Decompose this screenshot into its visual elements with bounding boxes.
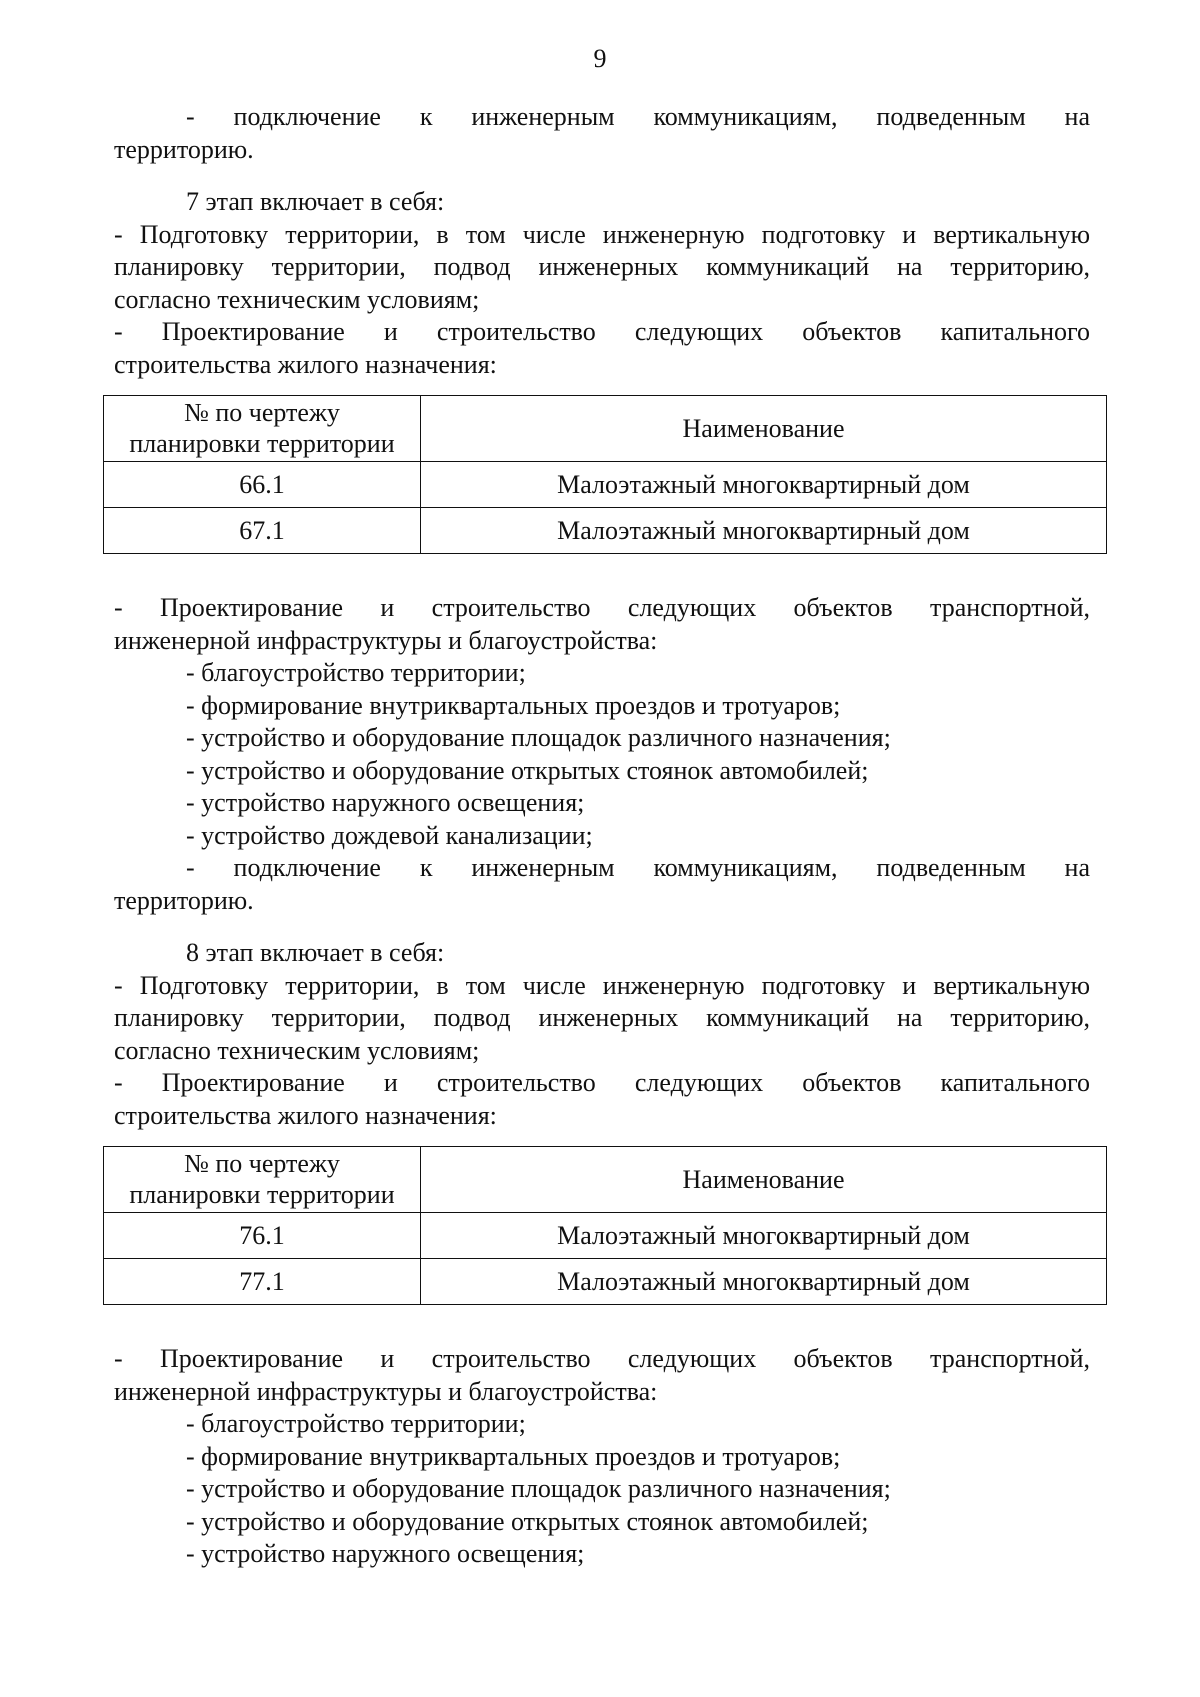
stage-7-design-line: - Проектирование и строительство следующих объектов капитального xyxy=(114,317,1090,346)
table-row xyxy=(104,462,1107,508)
stage-8-infra-line: инженерной инфраструктуры и благоустройства: xyxy=(114,1376,658,1406)
stage-8-section xyxy=(114,937,1090,1571)
stage-7-section xyxy=(114,186,1090,917)
list-item-connection-cont: территорию. xyxy=(114,885,254,915)
list-item: - формирование внутриквартальных проездов и тротуаров; xyxy=(186,690,841,720)
header-number-line: № по чертежу xyxy=(184,398,340,427)
table-cell-name: Малоэтажный многоквартирный дом xyxy=(421,1213,1107,1259)
list-item-connection-cont: территорию. xyxy=(114,134,254,164)
stage-8-prep-line: планировку территории, подвод инженерных коммуникаций на территорию, xyxy=(114,1003,1090,1032)
table-header-name: Наименование xyxy=(421,1147,1107,1213)
list-item: - устройство и оборудование площадок различного назначения; xyxy=(186,723,891,752)
stage-8-infra-line: - Проектирование и строительство следующих объектов транспортной, xyxy=(114,1344,1090,1373)
page-number: 9 xyxy=(593,44,607,73)
stage-8-prep-line: согласно техническим условиям; xyxy=(114,1035,480,1065)
list-item: - устройство и оборудование открытых стоянок автомобилей; xyxy=(186,1506,869,1536)
list-item: - устройство и оборудование открытых стоянок автомобилей; xyxy=(186,755,869,785)
stage-8-prep-line: - Подготовку территории, в том числе инженерную подготовку и вертикальную xyxy=(114,970,1090,1000)
list-item: - устройство дождевой канализации; xyxy=(186,820,593,850)
table-row xyxy=(104,508,1107,554)
table-header-number xyxy=(104,1147,421,1213)
stage-7-objects-table xyxy=(103,395,1107,554)
table-cell-number: 76.1 xyxy=(104,1213,421,1259)
table-cell-name: Малоэтажный многоквартирный дом xyxy=(421,508,1107,554)
table-cell-name: Малоэтажный многоквартирный дом xyxy=(421,462,1107,508)
list-item: - формирование внутриквартальных проездов и тротуаров; xyxy=(186,1441,841,1471)
stage-7-prep-line: согласно техническим условиям; xyxy=(114,284,480,314)
stage-7-heading: 7 этап включает в себя: xyxy=(186,187,445,216)
table-cell-name: Малоэтажный многоквартирный дом xyxy=(421,1259,1107,1305)
table-cell-number: 66.1 xyxy=(104,462,421,508)
table-row xyxy=(104,1213,1107,1259)
stage-8-objects-table xyxy=(103,1146,1107,1305)
stage-7-infra-line: инженерной инфраструктуры и благоустройства: xyxy=(114,625,658,655)
stage-8-heading: 8 этап включает в себя: xyxy=(186,938,445,967)
table-header-name: Наименование xyxy=(421,396,1107,462)
table-header-row xyxy=(104,1147,1107,1213)
stage-8-design-line: - Проектирование и строительство следующих объектов капитального xyxy=(114,1068,1090,1097)
table-header-number xyxy=(104,396,421,462)
table-cell-number: 67.1 xyxy=(104,508,421,554)
list-item-connection: - подключение к инженерным коммуникациям, подведенным на xyxy=(186,102,1090,131)
table-row xyxy=(104,1259,1107,1305)
list-item: - благоустройство территории; xyxy=(186,658,526,687)
stage-7-design-line: строительства жилого назначения: xyxy=(114,349,497,379)
stage-7-infra-line: - Проектирование и строительство следующих объектов транспортной, xyxy=(114,593,1090,622)
stage-8-design-line: строительства жилого назначения: xyxy=(114,1100,497,1130)
list-item: - устройство и оборудование площадок различного назначения; xyxy=(186,1474,891,1503)
list-item: - устройство наружного освещения; xyxy=(186,788,585,817)
list-item-connection: - подключение к инженерным коммуникациям, подведенным на xyxy=(186,853,1090,882)
header-number-line: № по чертежу xyxy=(184,1149,340,1178)
header-number-line: планировки территории xyxy=(129,1180,395,1209)
header-number-line: планировки территории xyxy=(129,429,395,458)
page-content xyxy=(114,101,1090,1571)
stage-7-prep-line: - Подготовку территории, в том числе инженерную подготовку и вертикальную xyxy=(114,219,1090,249)
table-cell-number: 77.1 xyxy=(104,1259,421,1305)
stage-7-prep-line: планировку территории, подвод инженерных коммуникаций на территорию, xyxy=(114,252,1090,281)
list-item: - благоустройство территории; xyxy=(186,1409,526,1438)
list-item: - устройство наружного освещения; xyxy=(186,1539,585,1568)
table-header-row xyxy=(104,396,1107,462)
